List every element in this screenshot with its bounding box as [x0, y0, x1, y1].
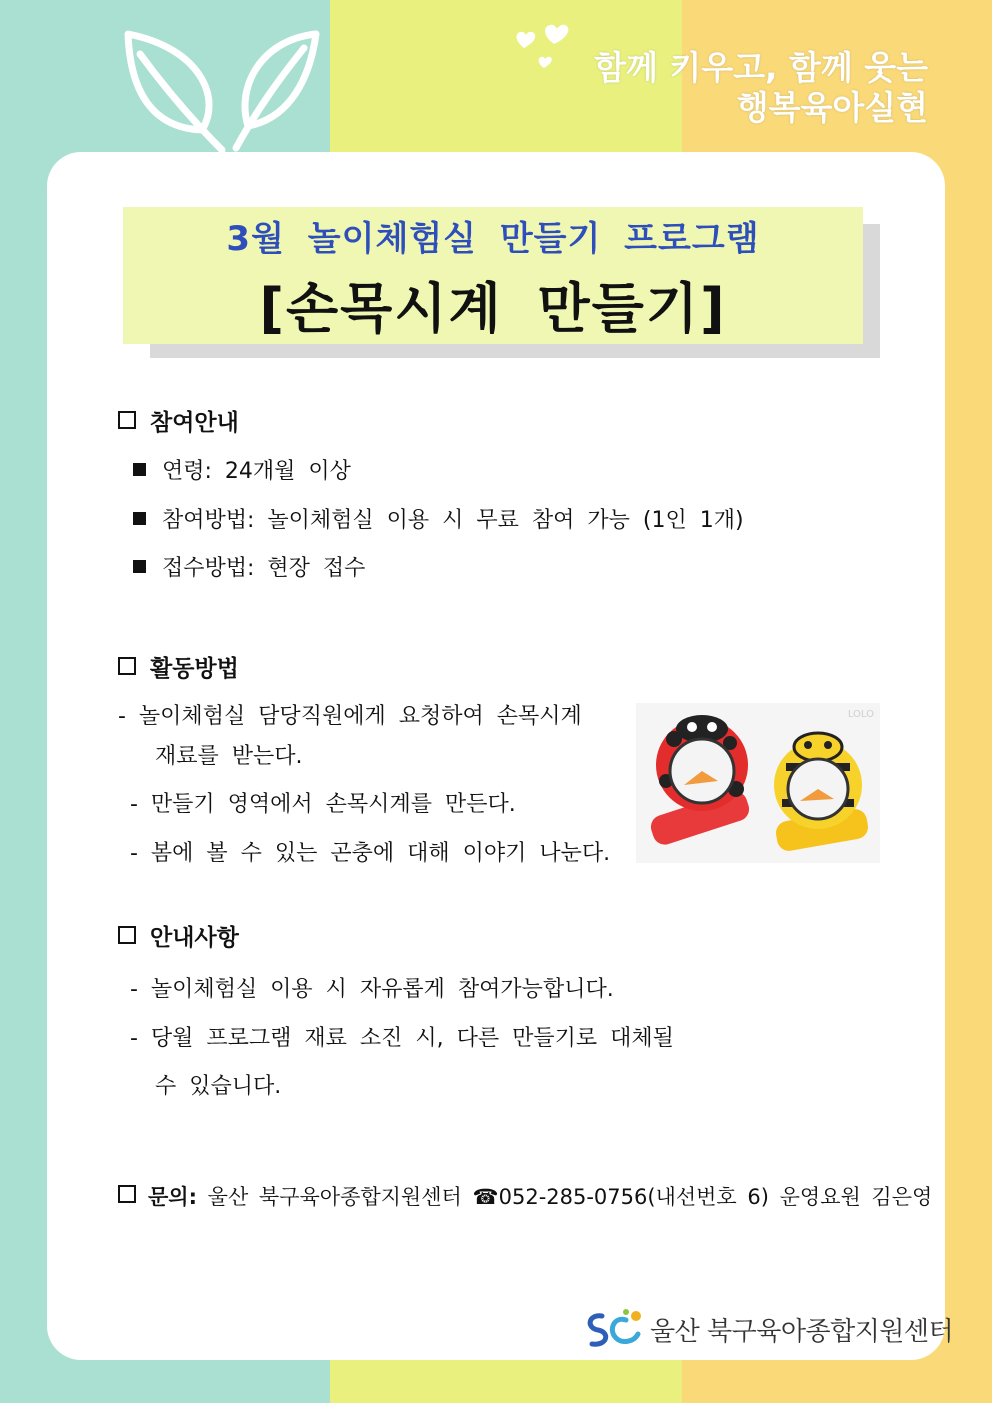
checkbox-square-icon [118, 1185, 136, 1203]
bullet-square-icon [133, 512, 146, 525]
activity-line-2: - 만들기 영역에서 손목시계를 만든다. [130, 792, 516, 817]
slogan-line-1: 함께 키우고, 함께 웃는 [594, 48, 928, 87]
center-logo-icon [582, 1306, 646, 1350]
list-item [133, 551, 365, 582]
hearts-icon [510, 24, 574, 74]
checkbox-square-icon [118, 411, 136, 429]
slogan-line-2: 행복육아실현 [736, 88, 928, 127]
activity-line-1: - 놀이체험실 담당직원에게 요청하여 손목시계 [118, 704, 582, 729]
notice-line-2: - 당월 프로그램 재료 소진 시, 다른 만들기로 대체될 [130, 1026, 674, 1051]
section-heading: 참여안내 [150, 410, 239, 436]
list-item-text: 연령: 24개월 이상 [162, 459, 351, 484]
notice-line-1: - 놀이체험실 이용 시 자유롭게 참여가능합니다. [130, 977, 614, 1002]
list-item-text: 접수방법: 현장 접수 [162, 556, 366, 581]
section-participation [118, 404, 239, 437]
checkbox-square-icon [118, 926, 136, 944]
list-item-text: 참여방법: 놀이체험실 이용 시 무료 참여 가능 (1인 1개) [162, 508, 744, 533]
photo-watermark: LOLO [847, 709, 874, 720]
bullet-square-icon [133, 463, 146, 476]
notice-line-2-cont: 수 있습니다. [155, 1074, 282, 1099]
contact-label: 문의: [148, 1185, 197, 1209]
section-heading: 안내사항 [150, 925, 239, 951]
section-heading: 활동방법 [150, 656, 239, 682]
title-box [123, 207, 863, 344]
watch-craft-photo [636, 703, 880, 863]
activity-line-3: - 봄에 볼 수 있는 곤충에 대해 이야기 나눈다. [130, 841, 611, 866]
section-activity [118, 650, 239, 683]
checkbox-square-icon [118, 657, 136, 675]
slogan [594, 48, 928, 128]
leaf-icon [110, 18, 330, 158]
list-item [133, 503, 744, 534]
program-title: [손목시계 만들기] [259, 277, 727, 340]
ladybug-bee-watch-icon [636, 703, 880, 863]
section-notice [118, 919, 239, 952]
contact-text: 울산 북구육아종합지원센터 ☎052-285-0756(내선번호 6) 운영요원 김은영 [207, 1185, 933, 1209]
list-item [133, 454, 351, 485]
bullet-square-icon [133, 560, 146, 573]
contact-info [118, 1181, 932, 1211]
program-subtitle: 3월 놀이체험실 만들기 프로그램 [226, 219, 760, 259]
footer-org-name: 울산 북구육아종합지원센터 [650, 1317, 954, 1347]
activity-line-1-cont: 재료를 받는다. [155, 744, 303, 769]
